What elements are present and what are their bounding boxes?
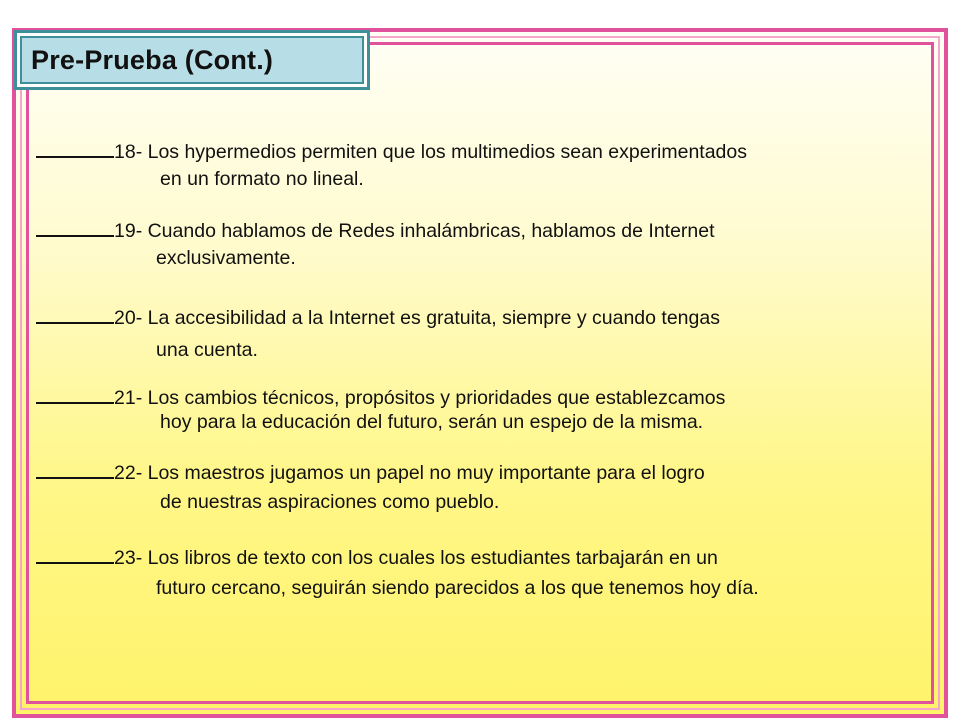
question-continuation: una cuenta. (156, 339, 258, 361)
question-line (36, 136, 916, 166)
question-continuation: futuro cercano, seguirán siendo parecidos a los que tenemos hoy día. (156, 577, 759, 599)
question-text: 22- Los maestros jugamos un papel no muy importante para el logro (114, 462, 705, 484)
question-line (36, 215, 916, 245)
question-text: 20- La accesibilidad a la Internet es gratuita, siempre y cuando tengas (114, 307, 720, 329)
question-text: 19- Cuando hablamos de Redes inhalámbricas, hablamos de Internet (114, 220, 715, 242)
question-item-21 (36, 382, 916, 434)
question-item-20 (36, 302, 916, 364)
question-text: 21- Los cambios técnicos, propósitos y prioridades que establezcamos (114, 387, 726, 409)
answer-blank[interactable] (36, 542, 114, 564)
question-item-19 (36, 215, 916, 272)
question-item-22 (36, 457, 916, 516)
title-box (14, 30, 370, 90)
question-line (36, 302, 916, 332)
question-continuation: exclusivamente. (156, 247, 296, 269)
question-continuation: en un formato no lineal. (160, 168, 364, 190)
answer-blank[interactable] (36, 215, 114, 237)
question-item-23 (36, 542, 916, 602)
answer-blank[interactable] (36, 302, 114, 324)
answer-blank[interactable] (36, 457, 114, 479)
answer-blank[interactable] (36, 382, 114, 404)
question-continuation: de nuestras aspiraciones como pueblo. (160, 491, 500, 513)
question-continuation: hoy para la educación del futuro, serán un espejo de la misma. (160, 411, 704, 433)
question-line (36, 457, 916, 487)
question-item-18 (36, 136, 916, 193)
decorative-frame (12, 28, 948, 718)
page-title: Pre-Prueba (Cont.) (31, 45, 274, 75)
question-text: 23- Los libros de texto con los cuales los estudiantes tarbajarán en un (114, 547, 718, 569)
question-line (36, 542, 916, 572)
question-text: 18- Los hypermedios permiten que los multimedios sean experimentados (114, 141, 747, 163)
question-line (36, 382, 916, 410)
answer-blank[interactable] (36, 136, 114, 158)
